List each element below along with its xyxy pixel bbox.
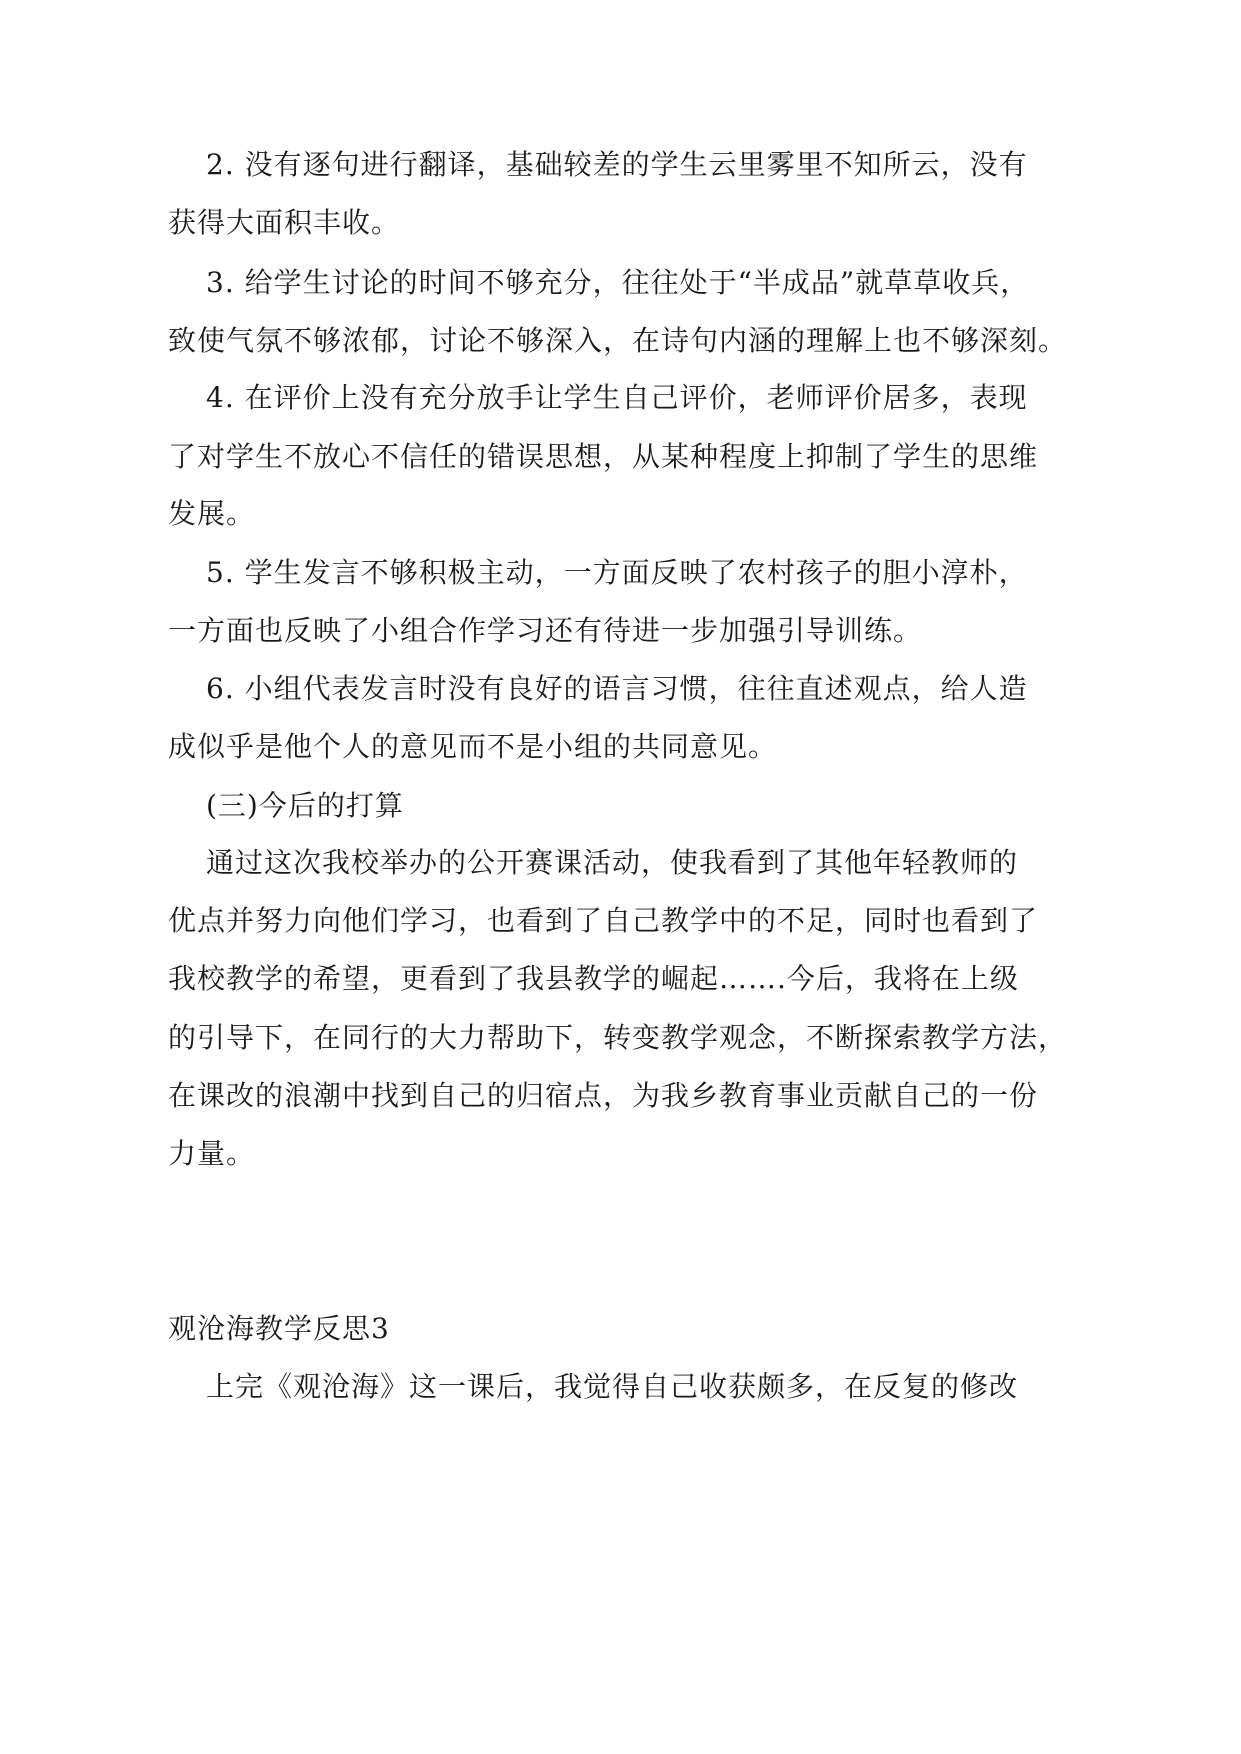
future-plan-line-6: 力量。 <box>168 1137 256 1170</box>
item-2-line-1: 2. 没有逐句进行翻译，基础较差的学生云里雾里不知所云，没有 <box>206 148 1028 181</box>
item-3-line-1: 3. 给学生讨论的时间不够充分，往往处于“半成品”就草草收兵， <box>206 266 1030 299</box>
section-heading: (三)今后的打算 <box>206 789 404 822</box>
future-plan-line-5: 在课改的浪潮中找到自己的归宿点，为我乡教育事业贡献自己的一份 <box>168 1079 1039 1112</box>
item-5-line-1: 5. 学生发言不够积极主动，一方面反映了农村孩子的胆小淳朴， <box>206 556 1028 589</box>
item-6-line-1: 6. 小组代表发言时没有良好的语言习惯，往往直述观点，给人造 <box>206 672 1028 705</box>
future-plan-line-4: 的引导下，在同行的大力帮助下，转变教学观念，不断探索教学方法， <box>168 1021 1068 1054</box>
item-2-line-2: 获得大面积丰收。 <box>168 206 401 239</box>
future-plan-line-2: 优点并努力向他们学习，也看到了自己教学中的不足，同时也看到了 <box>168 904 1039 937</box>
item-5-line-2: 一方面也反映了小组合作学习还有待进一步加强引导训练。 <box>168 614 923 647</box>
item-4-line-1: 4. 在评价上没有充分放手让学生自己评价，老师评价居多，表现 <box>206 381 1028 414</box>
future-plan-line-1: 通过这次我校举办的公开赛课活动，使我看到了其他年轻教师的 <box>206 846 1019 879</box>
intro-line-1: 上完《观沧海》这一课后，我觉得自己收获颇多，在反复的修改 <box>206 1370 1019 1403</box>
item-4-line-3: 发展。 <box>168 497 256 530</box>
item-6-line-2: 成似乎是他个人的意见而不是小组的共同意见。 <box>168 730 778 763</box>
article-title: 观沧海教学反思3 <box>168 1312 390 1345</box>
future-plan-line-3: 我校教学的希望，更看到了我县教学的崛起…….今后，我将在上级 <box>168 962 1019 995</box>
item-3-line-2: 致使气氛不够浓郁，讨论不够深入，在诗句内涵的理解上也不够深刻。 <box>168 324 1068 357</box>
item-4-line-2: 了对学生不放心不信任的错误思想，从某种程度上抑制了学生的思维 <box>168 440 1039 473</box>
